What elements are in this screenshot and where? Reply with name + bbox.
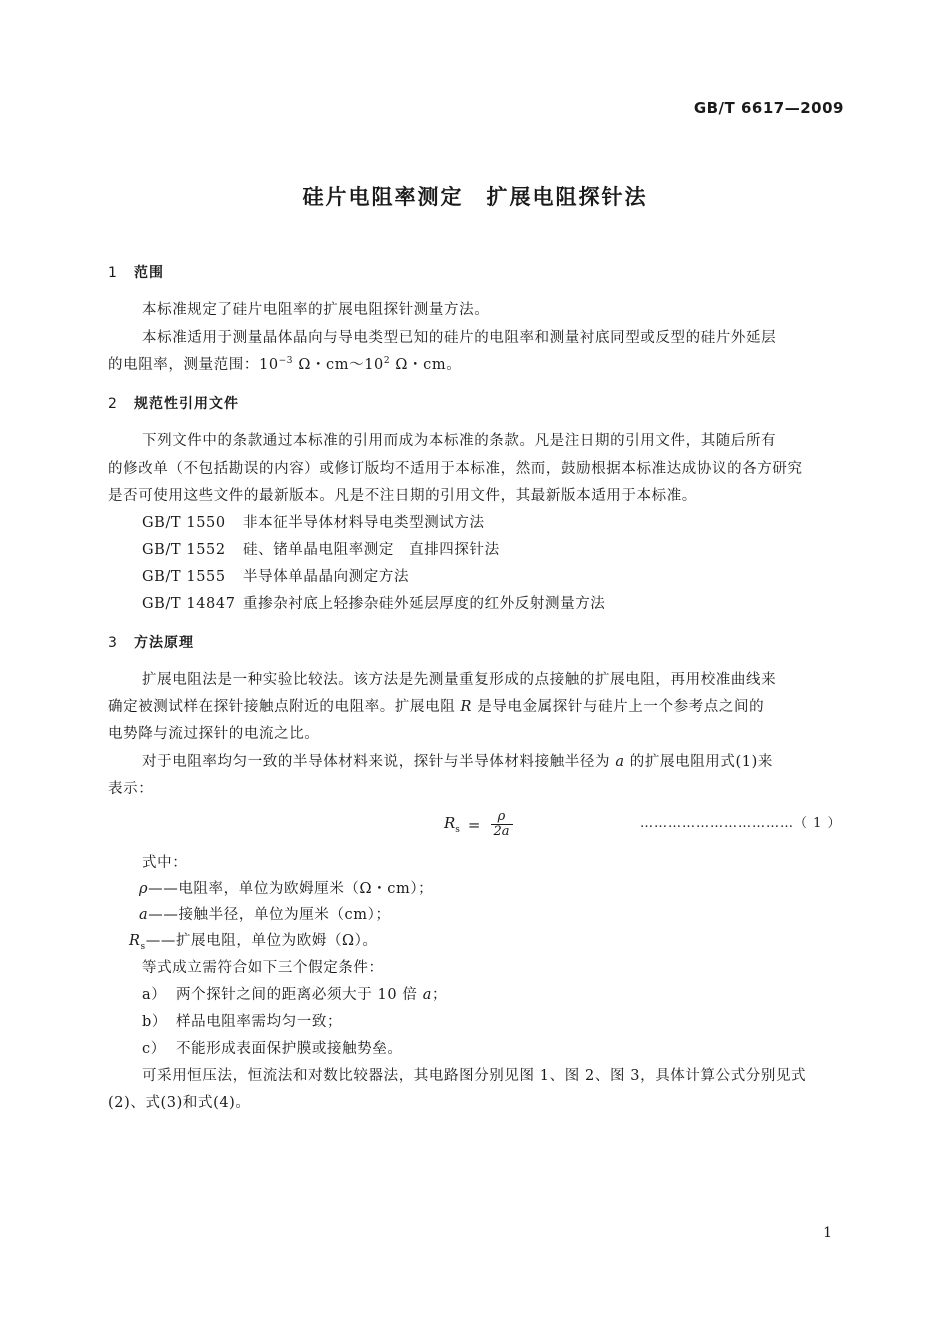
closing-paragraph-line-2: (2)、式(3)和式(4)。 — [108, 1095, 251, 1111]
formula-fraction — [491, 810, 513, 839]
text-run: 是导电金属探针与硅片上一个参考点之间的 — [477, 699, 765, 715]
where-label: 式中： — [142, 855, 188, 871]
condition-tail: ； — [431, 987, 448, 1003]
document-title: 硅片电阻率测定 扩展电阻探针法 — [302, 185, 648, 209]
text-run: 的扩展电阻用式(1)来 — [629, 754, 773, 770]
section-3-paragraph-1-line-1: 扩展电阻法是一种实验比较法。该方法是先测量重复形成的点接触的扩展电阻，再用校准曲线来 — [142, 672, 777, 688]
variable-definition — [139, 877, 433, 898]
variable-definition — [129, 929, 378, 952]
section-1-paragraph-2-line-2 — [108, 353, 461, 374]
text-run: 对于电阻率均匀一致的半导体材料来说，探针与半导体材料接触半径为 — [142, 754, 611, 770]
section-3-paragraph-1-line-3: 电势降与流过探针的电流之比。 — [108, 726, 320, 742]
reference-item — [142, 511, 485, 532]
section-1-heading — [108, 262, 164, 282]
closing-paragraph-line-1: 可采用恒压法，恒流法和对数比较器法，其电路图分别见图 1、图 2、图 3，具体计算公式分别见式 — [142, 1068, 807, 1084]
formula-lhs — [444, 814, 460, 835]
range-text-middle: Ω・cm～10 — [293, 357, 384, 373]
condition-label: a） — [142, 987, 167, 1003]
condition-item — [142, 1010, 342, 1031]
section-2-heading — [108, 393, 239, 413]
section-2-paragraph-line-1: 下列文件中的条款通过本标准的引用而成为本标准的条款。凡是注日期的引用文件，其随后所有 — [142, 433, 777, 449]
section-3-paragraph-2-line-1 — [142, 750, 773, 771]
variable-symbol: R — [129, 933, 141, 949]
condition-item — [142, 1037, 403, 1058]
section-1-paragraph-1: 本标准规定了硅片电阻率的扩展电阻探针测量方法。 — [142, 302, 490, 318]
variable-description: ——电阻率，单位为欧姆厘米（Ω・cm）； — [148, 881, 434, 897]
reference-title: 重掺杂衬底上轻掺杂硅外延层厚度的红外反射测量方法 — [243, 596, 606, 612]
section-2-paragraph-line-3: 是否可使用这些文件的最新版本。凡是不注日期的引用文件，其最新版本适用于本标准。 — [108, 488, 697, 504]
condition-text: 不能形成表面保护膜或接触势垒。 — [176, 1041, 403, 1057]
variable-description: ——扩展电阻，单位为欧姆（Ω）。 — [145, 933, 378, 949]
variable-description: ——接触半径，单位为厘米（cm）； — [148, 907, 391, 923]
formula-1-number: ……………………………（ 1 ） — [640, 816, 842, 831]
reference-title: 硅、锗单晶电阻率测定 直排四探针法 — [243, 542, 500, 558]
standard-code: GB/T 6617—2009 — [693, 99, 844, 117]
range-exponent-low: −3 — [278, 356, 294, 366]
reference-item — [142, 538, 500, 559]
section-3-paragraph-1-line-2 — [108, 695, 764, 716]
variable-symbol: ρ — [139, 881, 149, 897]
formula-lhs-symbol: R — [444, 814, 456, 832]
reference-code: GB/T 1550 — [142, 515, 226, 531]
reference-item — [142, 592, 605, 613]
reference-code: GB/T 1552 — [142, 542, 226, 558]
text-run: 确定被测试样在探针接触点附近的电阻率。扩展电阻 — [108, 699, 456, 715]
section-2-number: 2 — [108, 396, 118, 412]
formula-lhs-subscript: s — [455, 825, 460, 835]
section-2-paragraph-line-2: 的修改单（不包括勘误的内容）或修订版均不适用于本标准，然而，鼓励根据本标准达成协议的各方研究 — [108, 461, 803, 477]
formula-numerator: ρ — [497, 809, 506, 824]
range-text-prefix: 的电阻率，测量范围：10 — [108, 357, 279, 373]
range-text-suffix: Ω・cm。 — [390, 357, 462, 373]
section-1-number: 1 — [108, 265, 118, 281]
reference-title: 非本征半导体材料导电类型测试方法 — [243, 515, 485, 531]
formula-denominator: 2a — [493, 824, 510, 839]
variable-r: R — [460, 699, 473, 715]
condition-text: 两个探针之间的距离必须大于 10 倍 — [176, 987, 418, 1003]
condition-label: c） — [142, 1041, 166, 1057]
section-3-title: 方法原理 — [134, 635, 194, 651]
range-exponent-high: 2 — [383, 356, 391, 366]
page-number: 1 — [823, 1225, 832, 1241]
section-1-paragraph-2-line-1: 本标准适用于测量晶体晶向与导电类型已知的硅片的电阻率和测量衬底同型或反型的硅片外延层 — [142, 330, 777, 346]
condition-item — [142, 983, 447, 1004]
reference-item — [142, 565, 409, 586]
variable-definition — [139, 903, 391, 924]
section-3-heading — [108, 632, 194, 652]
formula-equals-sign: = — [467, 815, 481, 834]
variable-symbol: a — [139, 907, 149, 923]
condition-text: 样品电阻率需均匀一致； — [176, 1014, 343, 1030]
reference-code: GB/T 14847 — [142, 596, 236, 612]
section-2-title: 规范性引用文件 — [134, 396, 239, 412]
variable-a: a — [615, 754, 625, 770]
section-1-title: 范围 — [134, 265, 164, 281]
formula-1 — [444, 810, 513, 839]
section-3-paragraph-2-line-2: 表示： — [108, 781, 154, 797]
reference-title: 半导体单晶晶向测定方法 — [243, 569, 410, 585]
variable-subscript: s — [140, 942, 146, 952]
section-3-number: 3 — [108, 635, 118, 651]
condition-variable: a — [422, 987, 432, 1003]
condition-label: b） — [142, 1014, 167, 1030]
conditions-intro: 等式成立需符合如下三个假定条件： — [142, 960, 384, 976]
reference-code: GB/T 1555 — [142, 569, 226, 585]
